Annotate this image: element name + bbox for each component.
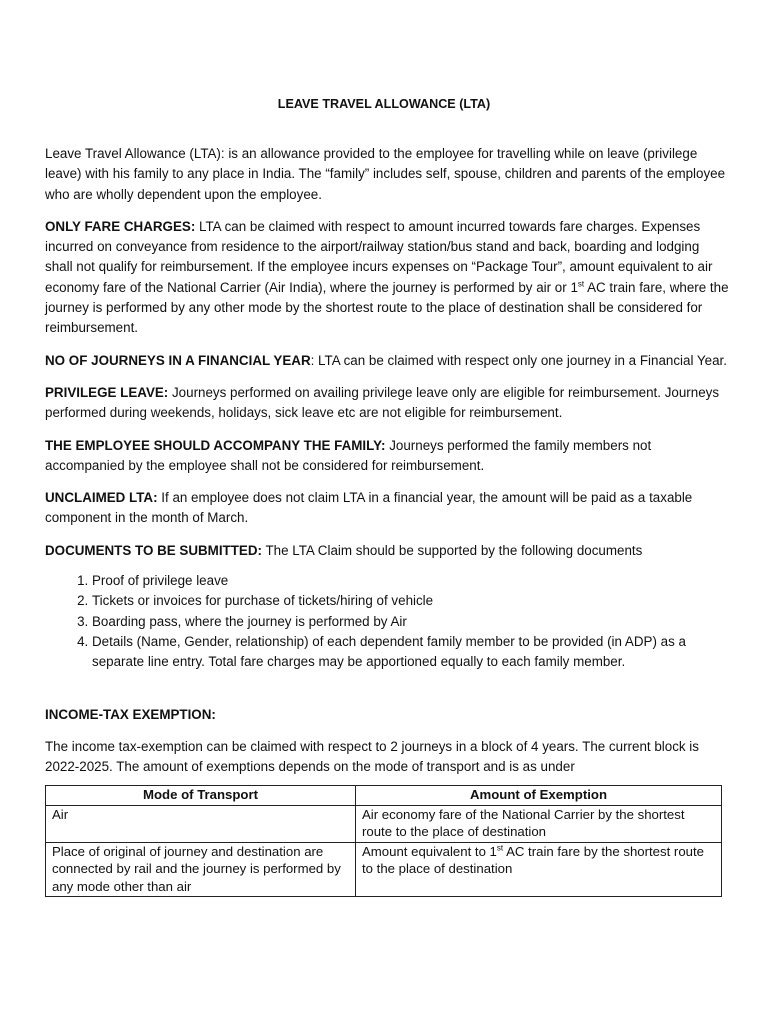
journeys-heading: NO OF JOURNEYS IN A FINANCIAL YEAR	[45, 352, 311, 368]
privilege-leave-heading: PRIVILEGE LEAVE:	[45, 384, 169, 400]
list-item: 1. Proof of privilege leave	[92, 571, 730, 591]
list-item: 2. Tickets or invoices for purchase of tickets/hiring of vehicle	[92, 591, 730, 611]
table-row	[46, 842, 722, 897]
fare-charges-heading: ONLY FARE CHARGES:	[45, 218, 196, 234]
list-item: 3. Boarding pass, where the journey is performed by Air	[92, 612, 730, 632]
column-header-amount: Amount of Exemption	[356, 786, 722, 806]
documents-heading: DOCUMENTS TO BE SUBMITTED:	[45, 542, 262, 558]
documents-list	[45, 571, 730, 672]
amount-text-b: AC train fare by the shortest route to the place of destination	[362, 843, 704, 877]
documents-paragraph	[45, 541, 730, 561]
table-cell-mode: Air	[46, 805, 356, 842]
intro-paragraph: Leave Travel Allowance (LTA): is an allowance provided to the employee for travelling while on leave (privilege leave) with his family to any place in India. The “family” includes self, spouse, children and parents of the employee who are wholly dependent upon the employee.	[45, 146, 726, 202]
privilege-leave-text: Journeys performed on availing privilege leave only are eligible for reimbursement. Journeys performed during weekends, holidays, sick leave etc are not eligible for reimbursement.	[45, 384, 720, 421]
privilege-leave-paragraph	[45, 383, 730, 424]
fare-charges-text-b: AC train fare, where the journey is performed by any other mode by the shortest route to the place of destination shall be considered for reimbursement.	[45, 279, 729, 336]
fare-charges-sup: st	[577, 279, 585, 289]
fare-charges-text-a: LTA can be claimed with respect to amount incurred towards fare charges. Expenses incurred on conveyance from residence to the airport/railway station/bus stand and back, boarding and lodging shall not qualify for reimbursement. If the employee incurs expenses on “Package Tour”, amount equivalent to air economy fare of the National Carrier (Air India), where the journey is performed by air or 1	[45, 218, 713, 295]
amount-text-a: Amount equivalent to 1	[362, 843, 497, 859]
table-header-row	[46, 786, 722, 806]
amount-sup: st	[496, 843, 504, 853]
table-cell-amount: Air economy fare of the National Carrier by the shortest route to the place of destination	[356, 805, 722, 842]
section-spacer	[45, 673, 730, 693]
journeys-paragraph	[45, 351, 730, 371]
exemption-table	[45, 785, 722, 897]
document-title: LEAVE TRAVEL ALLOWANCE (LTA)	[277, 97, 491, 111]
column-header-mode: Mode of Transport	[46, 786, 356, 806]
fare-charges-paragraph	[45, 217, 730, 339]
unclaimed-lta-text: If an employee does not claim LTA in a financial year, the amount will be paid as a taxable component in the month of March.	[45, 490, 693, 526]
documents-text: The LTA Claim should be supported by the following documents	[261, 542, 643, 558]
unclaimed-lta-paragraph	[45, 488, 730, 529]
list-item: 4. Details (Name, Gender, relationship) of each dependent family member to be provided (in ADP) as a separate line entry. Total fare charges may be apportioned equally to each family member.	[92, 632, 730, 673]
table-row	[46, 805, 722, 842]
tax-exemption-paragraph: The income tax-exemption can be claimed with respect to 2 journeys in a block of 4 years. The current block is 2022-2025. The amount of exemptions depends on the mode of transport and is as under	[45, 738, 699, 775]
tax-exemption-heading	[45, 705, 730, 725]
table-cell-mode: Place of original of journey and destination are connected by rail and the journey is performed by any mode other than air	[46, 842, 356, 897]
unclaimed-lta-heading: UNCLAIMED LTA:	[45, 490, 158, 506]
accompany-family-heading: THE EMPLOYEE SHOULD ACCOMPANY THE FAMILY:	[45, 437, 386, 453]
tax-exemption-heading-text: INCOME-TAX EXEMPTION:	[45, 706, 216, 722]
table-cell-amount	[356, 842, 722, 897]
accompany-family-text: Journeys performed the family members not accompanied by the employee shall not be considered for reimbursement.	[45, 437, 652, 473]
document-body	[45, 144, 730, 897]
accompany-family-paragraph	[45, 436, 730, 477]
journeys-text: : LTA can be claimed with respect only one journey in a Financial Year.	[310, 352, 727, 368]
